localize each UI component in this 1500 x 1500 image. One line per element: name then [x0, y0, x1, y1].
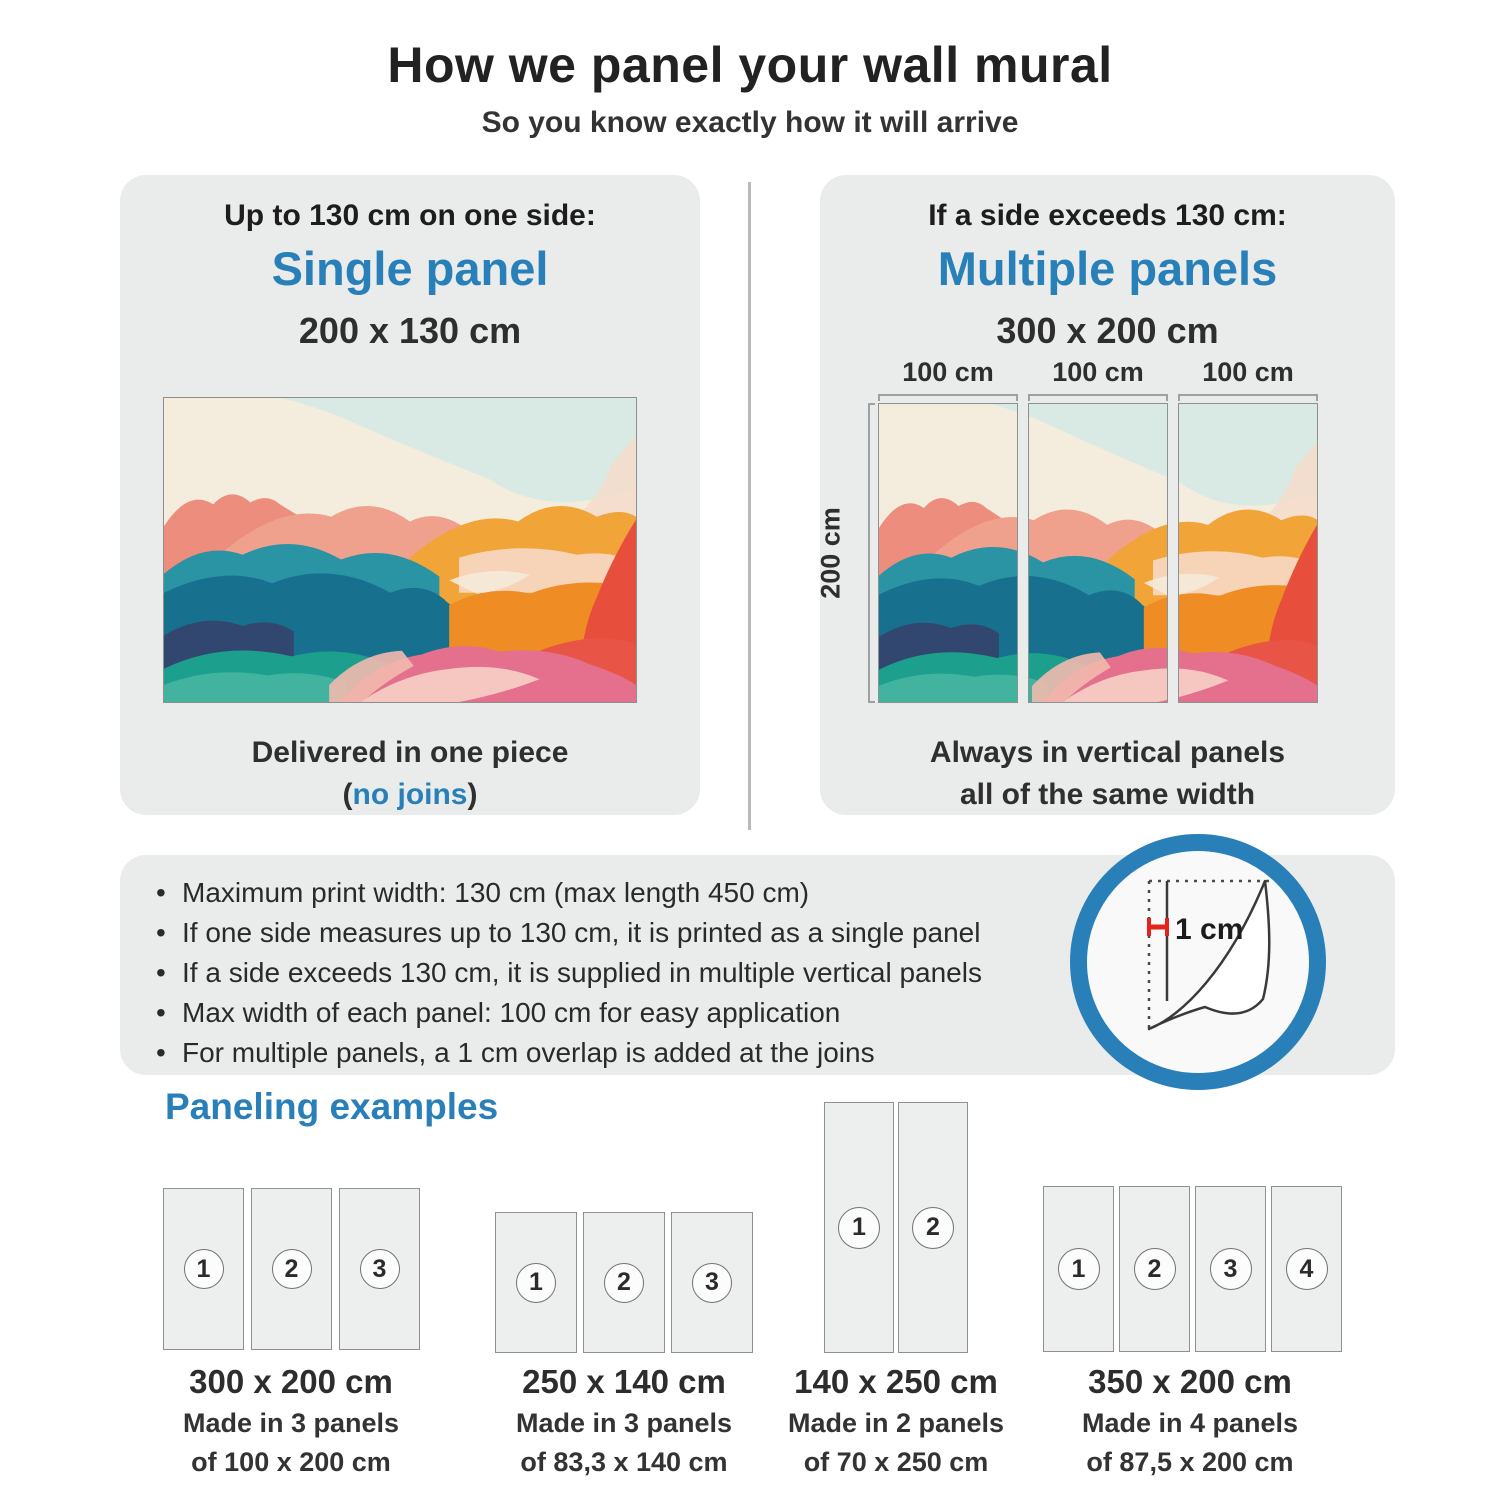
example-panel: [1043, 1186, 1114, 1352]
example-panel: [824, 1102, 894, 1353]
example-350x200: [1043, 1186, 1342, 1352]
example-250x140: [495, 1212, 753, 1353]
width-label-2: 100 cm: [1052, 357, 1144, 387]
panel-number-badge: 1: [184, 1249, 224, 1289]
multiple-panels-card: [815, 175, 1395, 815]
info-bullet: • Max width of each panel: 100 cm for easy application: [152, 993, 1082, 1033]
example-made: Made in 4 panels: [1081, 1408, 1299, 1438]
vertical-divider: [748, 182, 751, 830]
width-bracket-2: [1028, 394, 1168, 401]
example-caption-140x250: [756, 1363, 1036, 1479]
paren-close: ): [467, 778, 478, 811]
example-panel: [163, 1188, 244, 1350]
example-panel: [898, 1102, 968, 1353]
example-300x200: [163, 1188, 420, 1350]
one-cm-marker: [1149, 918, 1167, 936]
multiple-panels-size: 300 x 200 cm: [996, 310, 1219, 351]
panel-number-badge: 2: [604, 1263, 644, 1303]
example-140x250: [824, 1102, 968, 1353]
example-of: of 87,5 x 200 cm: [1086, 1447, 1294, 1477]
single-panel-size: 200 x 130 cm: [298, 310, 522, 351]
single-panel-mural-image: [163, 397, 637, 703]
info-bullet: • If a side exceeds 130 cm, it is supplied in multiple vertical panels: [152, 953, 1082, 993]
example-size: 250 x 140 cm: [522, 1363, 726, 1400]
width-bracket-1: [878, 394, 1018, 401]
multiple-panels-headline: Multiple panels: [937, 242, 1278, 295]
height-bracket: [868, 403, 875, 703]
panel-join-gap: [1018, 401, 1028, 705]
panel-number-badge: 1: [1058, 1248, 1100, 1290]
width-bracket-3: [1178, 394, 1318, 401]
no-joins-emphasis: no joins: [352, 778, 468, 811]
panel-number-badge: 3: [1210, 1248, 1252, 1290]
panel-number-badge: 2: [272, 1249, 312, 1289]
multiple-panels-condition: If a side exceeds 130 cm:: [928, 199, 1287, 232]
example-of: of 100 x 200 cm: [191, 1447, 391, 1477]
paren-open: (: [342, 778, 353, 811]
panel-number-badge: 1: [838, 1207, 880, 1249]
example-size: 140 x 250 cm: [794, 1363, 998, 1400]
caption-line: Delivered in one piece: [251, 736, 569, 769]
caption-line: all of the same width: [959, 778, 1256, 811]
panel-number-badge: 3: [692, 1263, 732, 1303]
header: [0, 36, 1500, 140]
example-size: 300 x 200 cm: [189, 1363, 393, 1400]
multi-panel-mural-diagram: [815, 357, 1318, 703]
height-label: 200 cm: [815, 507, 846, 599]
single-panel-condition: Up to 130 cm on one side:: [224, 199, 596, 232]
example-caption-250x140: [484, 1363, 764, 1479]
mural-artwork: [164, 398, 636, 702]
panel-number-badge: 2: [1134, 1248, 1176, 1290]
example-panel: [583, 1212, 665, 1353]
single-panel-caption: [120, 732, 700, 816]
example-panel: [495, 1212, 577, 1353]
one-cm-label: 1 cm: [1175, 913, 1244, 946]
info-bullet-list: [152, 873, 1082, 1073]
example-made: Made in 3 panels: [515, 1408, 733, 1438]
example-caption-300x200: [151, 1363, 431, 1479]
panel-join-gap: [1168, 401, 1178, 705]
example-of: of 83,3 x 140 cm: [520, 1447, 728, 1477]
example-size: 350 x 200 cm: [1088, 1363, 1292, 1400]
info-bullet: • For multiple panels, a 1 cm overlap is added at the joins: [152, 1033, 1082, 1073]
panel-number-badge: 3: [360, 1249, 400, 1289]
example-of: of 70 x 250 cm: [803, 1447, 989, 1477]
panel-number-badge: 2: [912, 1207, 954, 1249]
overlap-diagram-icon: [1070, 834, 1326, 1090]
width-label-3: 100 cm: [1202, 357, 1294, 387]
panel-number-badge: 4: [1286, 1248, 1328, 1290]
mural-artwork-panelled: [878, 403, 1318, 703]
panel-number-badge: 1: [516, 1263, 556, 1303]
page-subtitle: So you know exactly how it will arrive: [481, 106, 1019, 139]
example-panel: [671, 1212, 753, 1353]
example-caption-350x200: [1050, 1363, 1330, 1479]
example-panel: [339, 1188, 420, 1350]
example-made: Made in 3 panels: [182, 1408, 400, 1438]
single-panel-card: [120, 175, 700, 815]
info-bullet: • If one side measures up to 130 cm, it is printed as a single panel: [152, 913, 1082, 953]
example-panel: [1195, 1186, 1266, 1352]
page-title: How we panel your wall mural: [387, 37, 1113, 93]
example-panel: [251, 1188, 332, 1350]
single-panel-headline: Single panel: [271, 242, 549, 295]
example-panel: [1271, 1186, 1342, 1352]
example-made: Made in 2 panels: [787, 1408, 1005, 1438]
examples-heading: Paneling examples: [165, 1086, 499, 1127]
caption-line: Always in vertical panels: [929, 736, 1286, 769]
example-panel: [1119, 1186, 1190, 1352]
info-bullet: • Maximum print width: 130 cm (max length 450 cm): [152, 873, 1082, 913]
width-label-1: 100 cm: [902, 357, 994, 387]
multiple-panels-caption: [820, 732, 1395, 816]
page-curl-icon: [1087, 851, 1309, 1073]
